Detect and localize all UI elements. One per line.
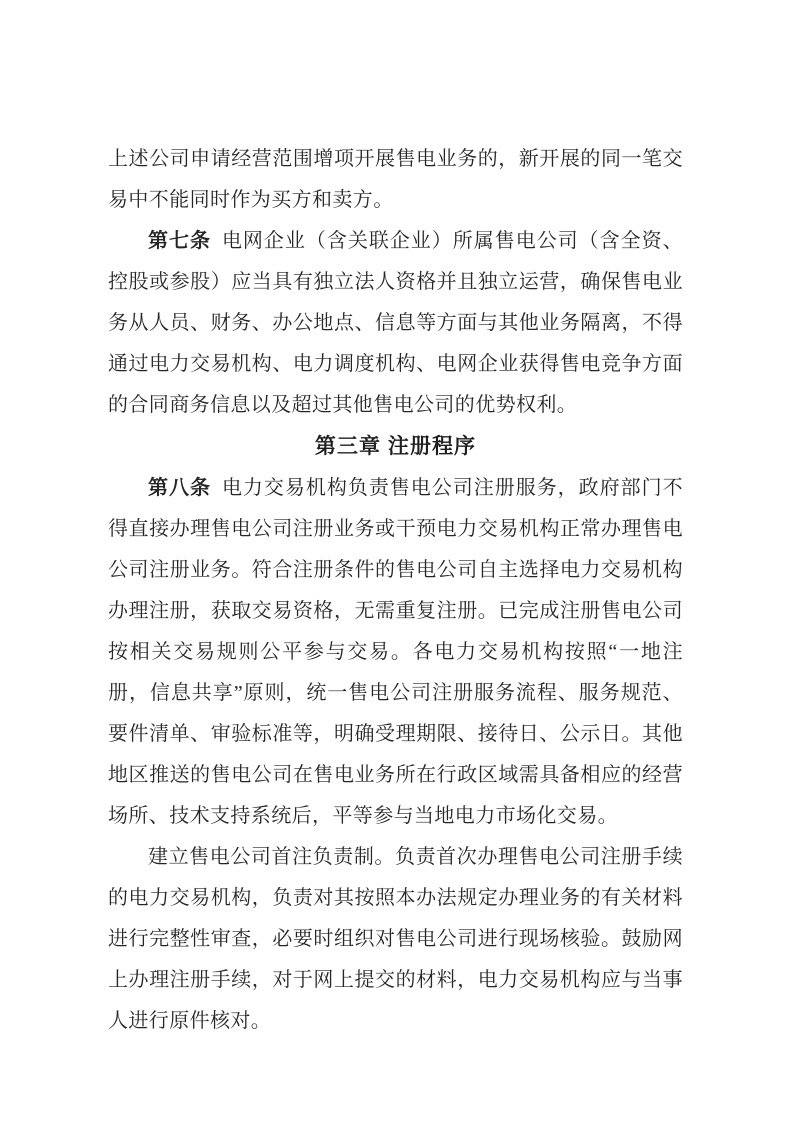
article-number-lead: 第七条 xyxy=(148,230,211,252)
article-number-lead: 第八条 xyxy=(148,477,211,499)
paragraph-continuation xyxy=(108,139,683,221)
paragraph-text: 电网企业（含关联企业）所属售电公司（含全资、控股或参股）应当具有独立法人资格并且独立运营，确保售电业务从人员、财务、办公地点、信息等方面与其他业务隔离，不得通过电力交易机构、电力调度机构、电网企业获得售电竞争方面的合同商务信息以及超过其他售电公司的优势权利。 xyxy=(108,230,683,416)
paragraph-text: 建立售电公司首注负责制。负责首次办理售电公司注册手续的电力交易机构，负责对其按照本办法规定办理业务的有关材料进行完整性审查，必要时组织对售电公司进行现场核验。鼓励网上办理注册手续，对于网上提交的材料，电力交易机构应与当事人进行原件核对。 xyxy=(108,846,683,1032)
paragraph-article-8 xyxy=(108,468,683,837)
chapter-heading: 第三章 注册程序 xyxy=(314,435,477,458)
paragraph-text: 上述公司申请经营范围增项开展售电业务的，新开展的同一笔交易中不能同时作为买方和卖方。 xyxy=(108,148,683,211)
paragraph-text: 电力交易机构负责售电公司注册服务，政府部门不得直接办理售电公司注册业务或干预电力交易机构正常办理售电公司注册业务。符合注册条件的售电公司自主选择电力交易机构办理注册，获取交易资格，无需重复注册。已完成注册售电公司按相关交易规则公平参与交易。各电力交易机构按照“一地注册，信息共享”原则，统一售电公司注册服务流程、服务规范、要件清单、审验标准等，明确受理期限、接待日、公示日。其他地区推送的售电公司在售电业务所在行政区域需具备相应的经营场所、技术支持系统后，平等参与当地电力市场化交易。 xyxy=(108,477,683,827)
paragraph-body xyxy=(108,837,683,1042)
paragraph-article-7 xyxy=(108,221,683,426)
